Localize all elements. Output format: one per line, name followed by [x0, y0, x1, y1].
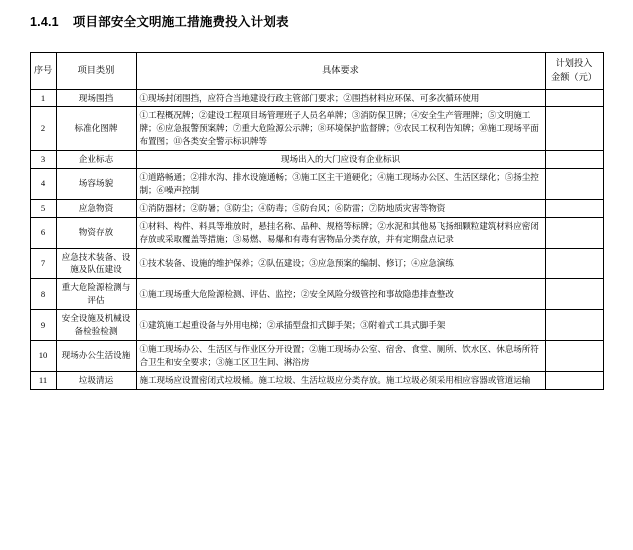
cell-amount [545, 107, 603, 151]
cell-amount [545, 151, 603, 169]
cell-no: 11 [30, 371, 56, 389]
cell-category: 现场办公生活设施 [56, 340, 136, 371]
cell-no: 6 [30, 217, 56, 248]
cell-no: 2 [30, 107, 56, 151]
cell-amount [545, 279, 603, 310]
table-header-row [30, 53, 603, 90]
table-row [30, 248, 603, 279]
cell-amount [545, 340, 603, 371]
cell-amount [545, 310, 603, 341]
cell-no: 8 [30, 279, 56, 310]
table-row [30, 89, 603, 107]
cell-category: 标准化图牌 [56, 107, 136, 151]
cell-no: 7 [30, 248, 56, 279]
cell-amount [545, 169, 603, 200]
cell-amount [545, 199, 603, 217]
table-row [30, 279, 603, 310]
cell-category: 垃圾清运 [56, 371, 136, 389]
column-header-category: 项目类别 [56, 53, 136, 90]
cell-requirement: ①工程概况牌；②建设工程项目场管理班子人员名单牌；③消防保卫牌；④安全生产管理牌；⑤文明施工牌；⑥应急报警预案牌；⑦重大危险源公示牌；⑧环境保护监督牌；⑨农民工权利告知牌；⑩施工现场平面布置图；⑪各类安全警示标识牌等 [136, 107, 545, 151]
table-row [30, 217, 603, 248]
table-row [30, 371, 603, 389]
cell-requirement: ①施工现场办公、生活区与作业区分开设置；②施工现场办公室、宿舍、食堂、厕所、饮水区、休息场所符合卫生和安全要求；③施工区卫生间、淋浴房 [136, 340, 545, 371]
column-header-requirement: 具体要求 [136, 53, 545, 90]
column-header-no: 序号 [30, 53, 56, 90]
cell-amount [545, 89, 603, 107]
cell-requirement: ①材料、构件、料具等堆放时，悬挂名称、品种、规格等标牌；②水泥和其他易飞扬细颗粒建筑材料应密闭存放或采取覆盖等措施；③易燃、易爆和有毒有害物品分类存放，并有定期盘点记录 [136, 217, 545, 248]
cell-requirement: 施工现场应设置密闭式垃圾桶。施工垃圾、生活垃圾应分类存放。施工垃圾必须采用相应容器或管道运输 [136, 371, 545, 389]
cell-category: 应急技术装备、设施及队伍建设 [56, 248, 136, 279]
safety-measure-cost-plan-table [30, 52, 604, 390]
column-header-amount-line1: 计划投入 [555, 58, 593, 68]
cell-requirement: ①施工现场重大危险源检测、评估、监控；②安全风险分级管控和事故隐患排查整改 [136, 279, 545, 310]
cell-no: 1 [30, 89, 56, 107]
cell-amount [545, 371, 603, 389]
cell-no: 9 [30, 310, 56, 341]
table-row [30, 151, 603, 169]
cell-category: 安全设施及机械设备检验检测 [56, 310, 136, 341]
cell-category: 企业标志 [56, 151, 136, 169]
table-body [30, 89, 603, 389]
table-row [30, 169, 603, 200]
cell-category: 物资存放 [56, 217, 136, 248]
cell-requirement: ①道路畅通；②排水沟、排水设施通畅；③施工区主干道硬化；④施工现场办公区、生活区绿化；⑤扬尘控制；⑥噪声控制 [136, 169, 545, 200]
page-heading [30, 12, 633, 30]
cell-no: 4 [30, 169, 56, 200]
cell-amount [545, 217, 603, 248]
table-row [30, 340, 603, 371]
table-row [30, 199, 603, 217]
cell-category: 现场围挡 [56, 89, 136, 107]
cell-category: 重大危险源检测与评估 [56, 279, 136, 310]
document-page [0, 12, 633, 550]
cell-requirement: ①消防器材；②防暑；③防尘；④防毒；⑤防台风；⑥防雷；⑦防地质灾害等物资 [136, 199, 545, 217]
cell-requirement: ①现场封闭围挡，应符合当地建设行政主管部门要求；②围挡材料应环保、可多次循环使用 [136, 89, 545, 107]
cell-category: 应急物资 [56, 199, 136, 217]
cell-requirement: ①技术装备、设施的维护保养；②队伍建设；③应急预案的编制、修订；④应急演练 [136, 248, 545, 279]
cell-no: 3 [30, 151, 56, 169]
heading-title: 项目部安全文明施工措施费投入计划表 [72, 15, 289, 29]
heading-number: 1.4.1 [30, 15, 59, 29]
cell-amount [545, 248, 603, 279]
column-header-amount-line2: 金额（元） [551, 71, 597, 82]
table-row [30, 107, 603, 151]
column-header-amount [545, 53, 603, 90]
cell-requirement: 现场出入的大门应设有企业标识 [136, 151, 545, 169]
cell-category: 场容场貌 [56, 169, 136, 200]
cell-no: 10 [30, 340, 56, 371]
table-row [30, 310, 603, 341]
cell-no: 5 [30, 199, 56, 217]
cell-requirement: ①建筑施工起重设备与外用电梯；②承插型盘扣式脚手架；③附着式工具式脚手架 [136, 310, 545, 341]
